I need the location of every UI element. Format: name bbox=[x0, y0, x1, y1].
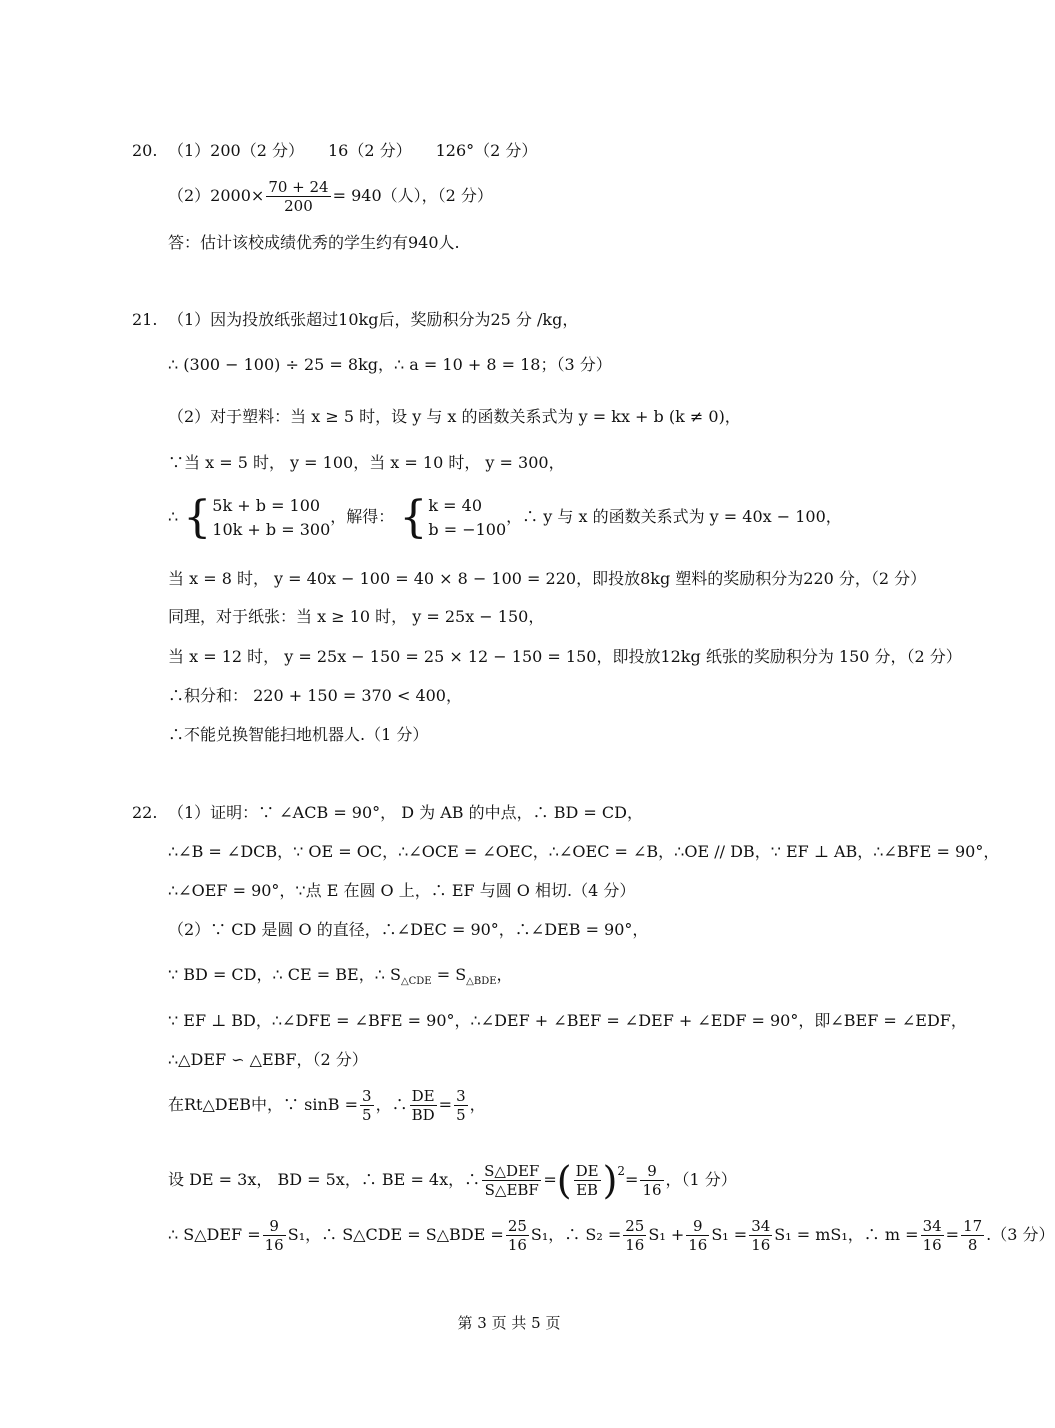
fraction-denominator: EB bbox=[576, 1181, 599, 1199]
q22-line-3: ∴∠OEF = 90°，∵点 E 在圆 O 上，∴ EF 与圆 O 相切.（4 分） bbox=[168, 881, 636, 900]
fraction-denominator: 16 bbox=[625, 1236, 645, 1254]
q21-line-1: （1）因为投放纸张超过10kg后，奖励积分为25 分 /kg， bbox=[168, 310, 579, 329]
fraction-denominator: 16 bbox=[507, 1236, 527, 1254]
fraction-denominator: 5 bbox=[456, 1106, 466, 1124]
fraction-numerator: 3 bbox=[362, 1087, 372, 1105]
fraction-denominator: 5 bbox=[362, 1106, 372, 1124]
question-22-number: 22. bbox=[132, 803, 158, 822]
q21-line-10: ∴不能兑换智能扫地机器人.（1 分） bbox=[168, 725, 429, 744]
equals-sign: = bbox=[543, 1170, 557, 1189]
q22-line-9 bbox=[168, 1144, 737, 1207]
system-equation: b = −100 bbox=[428, 519, 507, 539]
fraction bbox=[360, 1087, 374, 1124]
q21-line-5-system bbox=[168, 492, 842, 542]
fraction bbox=[921, 1217, 944, 1254]
left-brace-icon: { bbox=[183, 491, 212, 543]
line-text: S₁ = mS₁，∴ m = bbox=[774, 1225, 919, 1244]
fraction-numerator: 34 bbox=[751, 1217, 771, 1235]
q21-line-6: 当 x = 8 时， y = 40x − 100 = 40 × 8 − 100 = 220，即投放8kg 塑料的奖励积分为220 分，（2 分） bbox=[168, 569, 927, 588]
line-text: ∴ S△DEF = bbox=[168, 1225, 261, 1244]
line-text: 在Rt△DEB中，∵ sinB = bbox=[168, 1095, 359, 1114]
line-text: S₁，∴ S△CDE = S△BDE = bbox=[287, 1225, 504, 1244]
fraction bbox=[686, 1217, 709, 1254]
q22-line-10 bbox=[168, 1212, 1055, 1258]
q22-line-1: （1）证明：∵ ∠ACB = 90°， D 为 AB 的中点，∴ BD = CD， bbox=[168, 803, 643, 822]
fraction bbox=[961, 1217, 984, 1254]
system-equation: k = 40 bbox=[428, 495, 483, 515]
fraction bbox=[506, 1217, 529, 1254]
equals-sign: = bbox=[945, 1225, 960, 1244]
page-footer: 第 3 页 共 5 页 bbox=[457, 1314, 561, 1332]
q20-part2-prefix: （2）2000× bbox=[168, 186, 265, 205]
q22-line-4: （2）∵ CD 是圆 O 的直径，∴∠DEC = 90°，∴∠DEB = 90°， bbox=[168, 920, 649, 939]
line-text: ∵ BD = CD，∴ CE = BE，∴ S bbox=[168, 965, 401, 984]
fraction bbox=[454, 1087, 468, 1124]
fraction-numerator: 70 + 24 bbox=[268, 178, 329, 196]
therefore-symbol: ∴ bbox=[168, 507, 179, 526]
q20-fraction bbox=[266, 178, 330, 215]
fraction-denominator: 16 bbox=[922, 1236, 942, 1254]
line-text: S₁，∴ S₂ = bbox=[530, 1225, 622, 1244]
fraction-numerator: 9 bbox=[640, 1162, 663, 1181]
fraction bbox=[640, 1162, 663, 1199]
fraction-numerator: DE bbox=[410, 1087, 437, 1106]
fraction-numerator: 34 bbox=[922, 1217, 942, 1235]
left-brace-icon: { bbox=[399, 491, 428, 543]
fraction-denominator: 200 bbox=[284, 197, 313, 215]
line-text: ，∴ bbox=[375, 1095, 408, 1114]
equation-system-1 bbox=[212, 494, 330, 542]
subscript: △BDE bbox=[466, 976, 497, 987]
q22-line-5 bbox=[168, 964, 513, 993]
equation-system-2 bbox=[428, 494, 506, 542]
q21-line-3: （2）对于塑料：当 x ≥ 5 时，设 y 与 x 的函数关系式为 y = kx + b (k ≠ 0)， bbox=[168, 407, 741, 426]
fraction-numerator: DE bbox=[575, 1162, 599, 1180]
line-text: S₁ = bbox=[711, 1225, 748, 1244]
fraction-numerator: 9 bbox=[263, 1217, 286, 1236]
q20-answer: 答：估计该校成绩优秀的学生约有940人. bbox=[168, 233, 460, 252]
q22-line-7: ∴△DEF ∽ △EBF，（2 分） bbox=[168, 1050, 368, 1069]
fraction-denominator: 16 bbox=[642, 1181, 662, 1199]
q20-part2 bbox=[168, 174, 493, 218]
question-20-number: 20. bbox=[132, 141, 158, 160]
fraction bbox=[749, 1217, 772, 1254]
line-text: ， bbox=[469, 1095, 486, 1114]
q21-line-7: 同理，对于纸张：当 x ≥ 10 时， y = 25x − 150， bbox=[168, 607, 545, 626]
q21-line-2: ∴ (300 − 100) ÷ 25 = 8kg，∴ a = 10 + 8 = 18；（3 分） bbox=[168, 355, 612, 374]
fraction-denominator: S△EBF bbox=[484, 1181, 539, 1199]
fraction bbox=[623, 1217, 646, 1254]
fraction-numerator: 25 bbox=[625, 1217, 645, 1235]
question-21-number: 21. bbox=[132, 310, 158, 329]
line-text: 设 DE = 3x， BD = 5x，∴ BE = 4x，∴ bbox=[168, 1170, 481, 1189]
q21-line-8: 当 x = 12 时， y = 25x − 150 = 25 × 12 − 150 = 150，即投放12kg 纸张的奖励积分为 150 分，（2 分） bbox=[168, 647, 962, 666]
equals-sign: = bbox=[625, 1170, 639, 1189]
system-equation: 5k + b = 100 bbox=[212, 495, 321, 515]
line-text: = S bbox=[431, 965, 467, 984]
exponent: 2 bbox=[617, 1164, 626, 1178]
fraction-denominator: 16 bbox=[264, 1236, 284, 1254]
fraction-denominator: 16 bbox=[751, 1236, 771, 1254]
fraction-numerator: S△DEF bbox=[484, 1162, 540, 1180]
q22-line-6: ∵ EF ⊥ BD，∴∠DFE = ∠BFE = 90°，∴∠DEF + ∠BEF = ∠DEF + ∠EDF = 90°，即∠BEF = ∠EDF， bbox=[168, 1011, 967, 1030]
fraction bbox=[410, 1087, 437, 1124]
area-ratio-fraction bbox=[482, 1162, 541, 1199]
q20-part2-suffix: = 940（人），（2 分） bbox=[332, 186, 493, 205]
right-paren-icon: ) bbox=[602, 1158, 618, 1203]
fraction-numerator: 3 bbox=[456, 1087, 466, 1105]
q21-line-4: ∵当 x = 5 时， y = 100，当 x = 10 时， y = 300， bbox=[168, 453, 565, 472]
line-text: ，（1 分） bbox=[665, 1170, 737, 1189]
q22-line-2: ∴∠B = ∠DCB，∵ OE = OC，∴∠OCE = ∠OEC，∴∠OEC = ∠B，∴OE // DB，∵ EF ⊥ AB，∴∠BFE = 90°， bbox=[168, 842, 1000, 861]
line-text: ， bbox=[496, 965, 513, 984]
function-result-text: ，∴ y 与 x 的函数关系式为 y = 40x − 100， bbox=[506, 507, 842, 526]
line-text: S₁ + bbox=[648, 1225, 685, 1244]
subscript: △CDE bbox=[400, 976, 432, 987]
fraction-denominator: BD bbox=[411, 1106, 435, 1124]
solve-text: ，解得： bbox=[330, 507, 395, 526]
left-paren-icon: ( bbox=[556, 1158, 572, 1203]
fraction-numerator: 25 bbox=[507, 1217, 527, 1235]
q21-line-9: ∴积分和： 220 + 150 = 370 < 400， bbox=[168, 686, 462, 705]
fraction-denominator: 8 bbox=[967, 1236, 978, 1254]
q22-line-8 bbox=[168, 1082, 486, 1128]
fraction bbox=[263, 1217, 286, 1254]
fraction-denominator: 16 bbox=[688, 1236, 708, 1254]
line-text: .（3 分） bbox=[986, 1225, 1055, 1244]
equals-sign: = bbox=[438, 1095, 453, 1114]
fraction bbox=[574, 1162, 601, 1199]
system-equation: 10k + b = 300 bbox=[212, 519, 331, 539]
fraction-numerator: 17 bbox=[963, 1217, 983, 1235]
q20-part1: （1）200（2 分） 16（2 分） 126°（2 分） bbox=[168, 141, 538, 160]
fraction-numerator: 9 bbox=[686, 1217, 709, 1236]
